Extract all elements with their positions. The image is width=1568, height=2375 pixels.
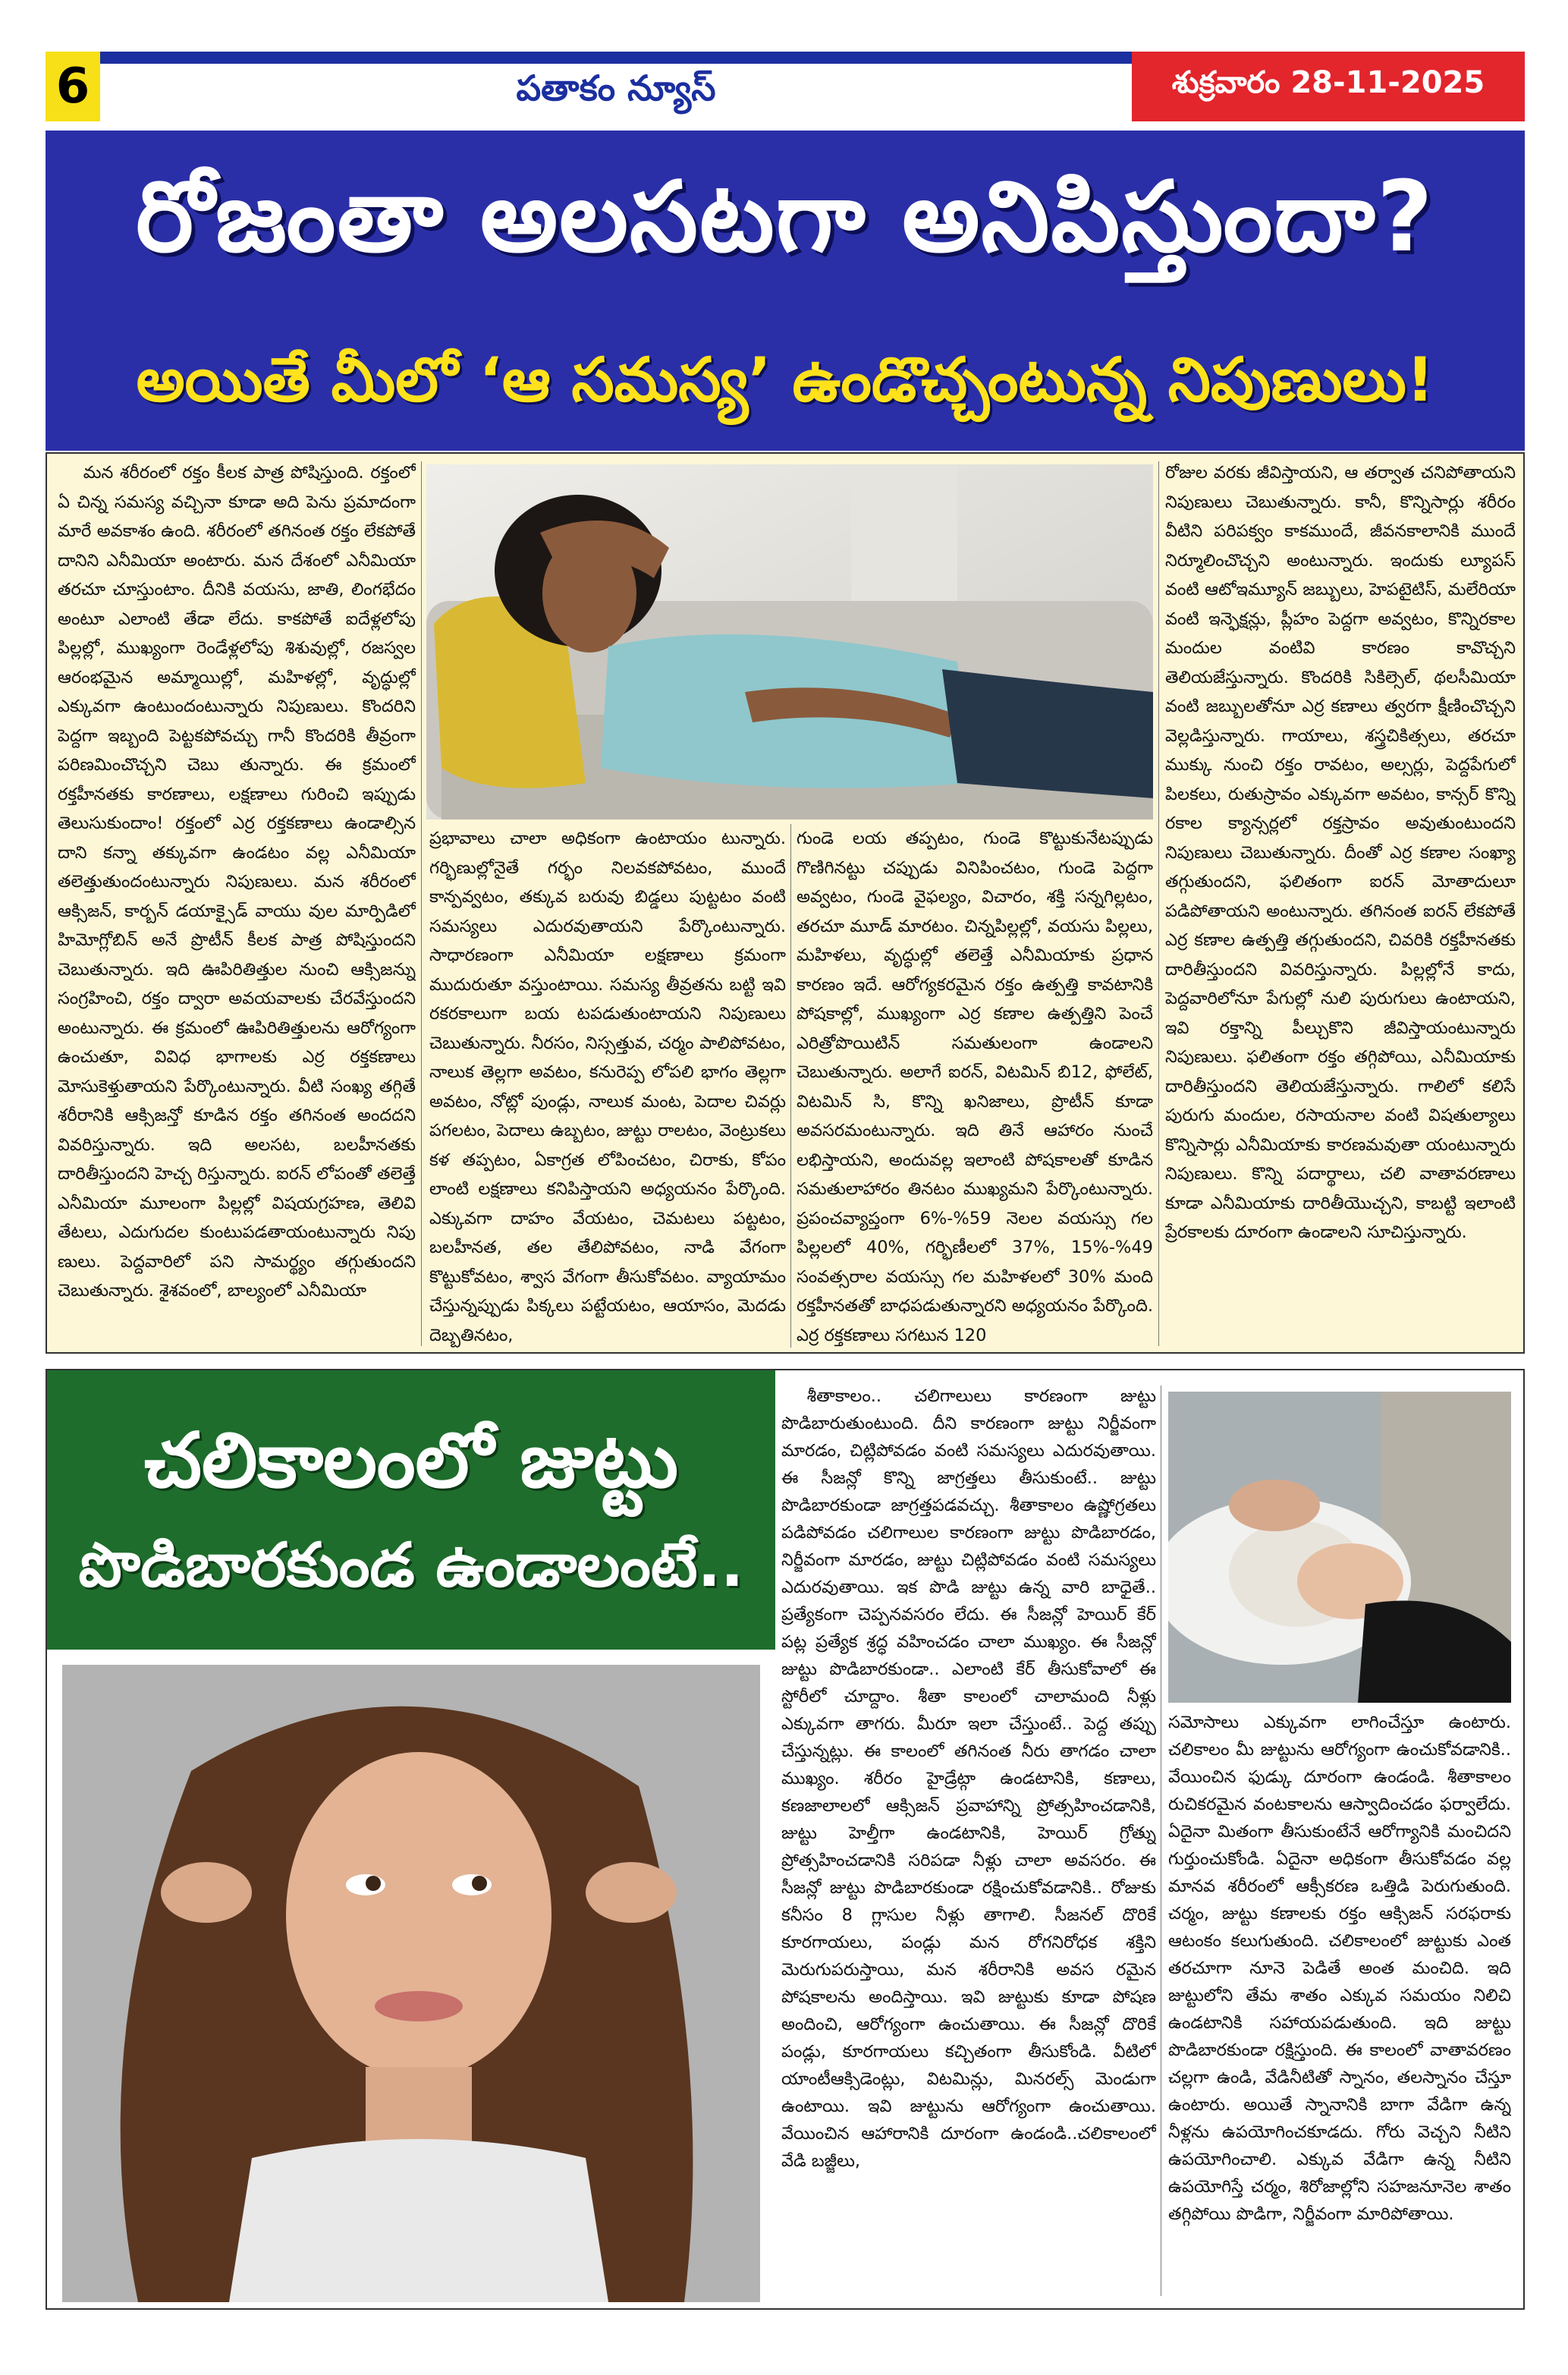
woman-dry-hair-photo	[62, 1665, 760, 2302]
column-divider	[1158, 461, 1159, 1346]
article-column-3	[797, 824, 1153, 1348]
page-number: 6	[46, 52, 100, 121]
headline-banner	[46, 131, 1525, 451]
article-text: మన శరీరంలో రక్తం కీలక పాత్ర పోషిస్తుంది. రక్తంలో ఏ చిన్న సమస్య వచ్చినా కూడా అది పెను ప్రమాదంగా మారే అవకాశం ఉంది. శరీరంలో తగినంత రక్తం లేకపోతే దానిని ఎనీమియా అంటారు. మన దేశంలో ఎనీమియా తరచూ చూస్తుంటాం. దీనికి వయసు, జాతి, లింగభేదం అంటూ ఎలాంటి తేడా లేదు. కాకపోతే ఐదేళ్లలోపు పిల్లల్లో, ముఖ్యంగా రెండేళ్లలోపు శిశువుల్లో, రజస్వల ఆరంభమైన అమ్మాయిల్లో, మహిళల్లో, వృద్ధుల్లో ఎక్కువగా ఉంటుందంటున్నారు నిపుణులు. కొందరిని పెద్దగా ఇబ్బంది పెట్టకపోవచ్చు గానీ కొందరికి తీవ్రంగా పరిణమించొచ్చని చెబు తున్నారు. ఈ క్రమంలో రక్తహీనతకు కారణాలు, లక్షణాలు గురించి ఇప్పుడు తెలుసుకుందాం! రక్తంలో ఎర్ర రక్తకణాలు ఉండాల్సిన దాని కన్నా తక్కువగా ఉండటం వల్ల ఎనీమియా తలెత్తుతుందంటున్నారు నిపుణులు. మన శరీరంలో ఆక్సిజన్, కార్బన్ డయాక్సైడ్ వాయు వుల మార్పిడిలో హిమోగ్లోబిన్ అనే ప్రొటీన్ కీలక పాత్ర పోషిస్తుందని చెబుతున్నారు. ఇది ఊపిరితిత్తుల నుంచి ఆక్సిజన్ను సంగ్రహించి, రక్తం ద్వారా అవయవాలకు చేరవేస్తుందని అంటున్నారు. ఈ క్రమంలో ఊపిరితిత్తులను ఆరోగ్యంగా ఉంచుతూ, వివిధ భాగాలకు ఎర్ర రక్తకణాలు మోసుకెళ్తుతాయని పేర్కొంటున్నారు. వీటి సంఖ్య తగ్గితే శరీరానికి ఆక్సిజన్తో కూడిన రక్తం తగినంత అందదని వివరిస్తున్నారు. ఇది అలసట, బలహీనతకు దారితీస్తుందని హెచ్చ రిస్తున్నారు. ఐరన్ లోపంతో తలెత్తే ఎనీమియా మూలంగా పిల్లల్లో విషయగ్రహణ, తెలివి తేటలు, ఎదుగుదల కుంటుపడతాయంటున్నారు నిపు ణులు. పెద్దవారిలో పని సామర్థ్యం తగ్గుతుందని చెబుతున్నారు. శైశవంలో, బాల్యంలో ఎనీమియా	[58, 463, 416, 1301]
hair-article-headline-line-2: పొడిబారకుండ ఉండాలంటే..	[78, 1530, 744, 1600]
winter-hair-article	[46, 1369, 1525, 2310]
hair-article-column-1	[781, 1383, 1156, 2302]
hair-article-headline-line-1: చలికాలంలో జుట్టు	[144, 1416, 678, 1505]
article-subheadline: అయితే మీలో ‘ఆ సమస్య’ ఉండొచ్చంటున్న నిపుణులు!	[136, 344, 1434, 415]
anemia-article	[46, 452, 1525, 1354]
article-headline: రోజంతా అలసటగా అనిపిస్తుందా?	[136, 161, 1434, 274]
page-header	[46, 52, 1525, 121]
photo-illustration	[426, 464, 1153, 819]
tired-woman-photo	[426, 464, 1153, 819]
newspaper-name: పతాకం న్యూస్	[516, 68, 716, 109]
column-divider	[790, 824, 791, 1348]
hair-wash-salon-photo	[1168, 1392, 1511, 1703]
column-divider	[421, 461, 422, 1346]
article-text: శీతాకాలం.. చలిగాలులు కారణంగా జుట్టు పొడిబారుతుంటుంది. దీని కారణంగా జుట్టు నిర్జీవంగా మారడం, చిట్లిపోవడం వంటి సమస్యలు ఎదురవుతాయి. ఈ సీజన్లో కొన్ని జాగ్రత్తలు తీసుకుంటే.. జుట్టు పొడిబారకుండా జాగ్రత్తపడవచ్చు. శీతాకాలం ఉష్ణోగ్రతలు పడిపోవడం చలిగాలుల కారణంగా జుట్టు పొడిబారడం, నిర్జీవంగా మారడం, జుట్టు చిట్లిపోవడం వంటి సమస్యలు ఎదురవుతాయి. ఇక పొడి జుట్టు ఉన్న వారి బాధైతే.. ప్రత్యేకంగా చెప్పనవసరం లేదు. ఈ సీజన్లో హెయిర్ కేర్ పట్ల ప్రత్యేక శ్రద్ధ వహించడం చాలా ముఖ్యం. ఈ సీజన్లో జుట్టు పొడిబారకుండా.. ఎలాంటి కేర్ తీసుకోవాలో ఈ స్టోరీలో చూద్దాం. శీతా కాలంలో చాలామంది నీళ్లు ఎక్కువగా తాగరు. మీరూ ఇలా చేస్తుంటే.. పెద్ద తప్పు చేస్తున్నట్లు. ఈ కాలంలో తగినంత నీరు తాగడం చాలా ముఖ్యం. శరీరం హైడ్రేట్గా ఉండటానికి, కణాలు, కణజాలాలలో ఆక్సిజన్ ప్రవాహాన్ని ప్రోత్సహించడానికి, జుట్టు హెల్తీగా ఉండటానికి, హెయిర్ గ్రోత్ను ప్రోత్సహించడానికి సరిపడా నీళ్లు చాలా అవసరం. ఈ సీజన్లో జుట్టు పొడిబారకుండా రక్షించుకోవడానికి.. రోజుకు కనీసం 8 గ్లాసుల నీళ్లు తాగాలి. సీజనల్ దొరికే కూరగాయలు, పండ్లు మన రోగనిరోధక శక్తిని మెరుగుపరుస్తాయి, మన శరీరానికి అవస రమైన పోషకాలను అందిస్తాయి. ఇవి జుట్టుకు కూడా పోషణ అందించి, ఆరోగ్యంగా ఉంచుతాయి. ఈ సీజన్లో దొరికే పండ్లు, కూరగాయలు కచ్చితంగా తీసుకోండి. వీటిలో యాంటీఆక్సిడెంట్లు, విటమిన్లు, మినరల్స్ మెండుగా ఉంటాయి. ఇవి జుట్టును ఆరోగ్యంగా ఉంచుతాయి. వేయించిన ఆహారానికి దూరంగా ఉండండి..చలికాలంలో వేడి బజ్జీలు,	[781, 1386, 1156, 2171]
photo-illustration	[1168, 1392, 1511, 1703]
issue-date: శుక్రవారం 28-11-2025	[1132, 52, 1525, 121]
masthead	[100, 52, 1132, 121]
photo-illustration	[62, 1665, 760, 2302]
article-column-1	[58, 458, 416, 1346]
article-text: గుండె లయ తప్పటం, గుండె కొట్టుకునేటప్పుడు గొణిగినట్టు చప్పుడు వినిపించటం, గుండె పెద్దగా అవ్వటం, గుండె వైఫల్యం, విచారం, శక్తి సన్నగిల్లటం, తరచూ మూడ్ మారటం. చిన్నపిల్లల్లో, వయసు పిల్లలు, మహిళలు, వృద్ధుల్లో తలెత్తే ఎనీమియాకు ప్రధాన కారణం ఇదే. ఆరోగ్యకరమైన రక్తం ఉత్పత్తి కావటానికి పోషకాల్లో, ముఖ్యంగా ఎర్ర కణాల ఉత్పత్తిని పెంచే ఎరిత్రోపొయిటిన్ సమతులంగా ఉండాలని చెబుతున్నారు. అలాగే ఐరన్, విటమిన్ బి12, ఫోలేట్, విటమిన్ సి, కొన్ని ఖనిజాలు, ప్రొటీన్ కూడా అవసరమంటున్నారు. ఇది తినే ఆహారం నుంచే లభిస్తాయని, అందువల్ల ఇలాంటి పోషకాలతో కూడిన సమతులాహారం తినటం ముఖ్యమని పేర్కొంటున్నారు. ప్రపంచవ్యాప్తంగా 6%-%59 నెలల వయస్సు గల పిల్లలలో 40%, గర్భిణీలలో 37%, 15%-%49 సంవత్సరాల వయస్సు గల మహిళలలో 30% మంది రక్తహీనతతో బాధపడుతున్నారని అధ్యయనం పేర్కొంది. ఎర్ర రక్తకణాలు సగటున 120	[797, 829, 1153, 1345]
article-column-2	[429, 824, 786, 1348]
article-text: ప్రభావాలు చాలా అధికంగా ఉంటాయం టున్నారు. గర్భిణుల్లోనైతే గర్భం నిలవకపోవటం, ముందే కాన్పవ్వటం, తక్కువ బరువు బిడ్డలు పుట్టటం వంటి సమస్యలు ఎదురవుతాయని పేర్కొంటున్నారు. సాధారణంగా ఎనీమియా లక్షణాలు క్రమంగా ముదురుతూ వస్తుంటాయి. సమస్య తీవ్రతను బట్టి ఇవి రకరకాలుగా బయ టపడుతుంటాయని నిపుణులు చెబుతున్నారు. నీరసం, నిస్సత్తువ, చర్మం పాలిపోవటం, నాలుక తెల్లగా అవటం, కనురెప్ప లోపలి భాగం తెల్లగా అవటం, నోట్లో పుండ్లు, నాలుక మంట, పెదాల చివర్లు పగలటం, పెదాలు ఉబ్బటం, జుట్టు రాలటం, వెంట్రుకలు కళ తప్పటం, ఏకాగ్రత లోపించటం, చిరాకు, కోపం లాంటి లక్షణాలు కనిపిస్తాయని అధ్యయనం పేర్కొంది. ఎక్కువగా దాహం వేయటం, చెమటలు పట్టటం, బలహీనత, తల తేలిపోవటం, నాడి వేగంగా కొట్టుకోవటం, శ్వాస వేగంగా తీసుకోవటం. వ్యాయామం చేస్తున్నప్పుడు పిక్కలు పట్టేయటం, ఆయాసం, మెదడు దెబ్బతినటం,	[429, 829, 786, 1345]
article-column-4	[1165, 458, 1516, 1346]
hair-article-headline-box	[47, 1370, 775, 1650]
article-text: రోజుల వరకు జీవిస్తాయని, ఆ తర్వాత చనిపోతాయని నిపుణులు చెబుతున్నారు. కానీ, కొన్నిసార్లు శరీరం వీటిని పరిపక్వం కాకముందే, జీవనకాలానికి ముందే నిర్మూలించొచ్చని అంటున్నారు. ఇందుకు ల్యూపస్ వంటి ఆటోఇమ్యూన్ జబ్బులు, హెపటైటిస్, మలేరియా వంటి ఇన్ఫెక్షన్లు, ప్లీహం పెద్దగా అవ్వటం, కొన్నిరకాల మందుల వంటివి కారణం కావొచ్చని తెలియజేస్తున్నారు. కొందరికి సికిల్సెల్, థలసీమియా వంటి జబ్బులతోనూ ఎర్ర కణాలు త్వరగా క్షీణించొచ్చని వెల్లడిస్తున్నారు. గాయాలు, శస్త్రచికిత్సలు, తరచూ ముక్కు నుంచి రక్తం రావటం, అల్సర్లు, పెద్దపేగులో పిలకలు, రుతుస్రావం ఎక్కువగా అవటం, కాన్సర్ కొన్ని రకాల క్యాన్సర్లలో రక్తస్రావం అవుతుంటుందని నిపుణులు చెబుతున్నారు. దీంతో ఎర్ర కణాల సంఖ్యా తగ్గుతుందని, ఫలితంగా ఐరన్ మోతాదులూ పడిపోతాయని అంటున్నారు. తగినంత ఐరన్ లేకపోతే ఎర్ర కణాల ఉత్పత్తి తగ్గుతుందని, చివరికి రక్తహీనతకు దారితీస్తుందని వివరిస్తున్నారు. పిల్లల్లోనే కాదు, పెద్దవారిలోనూ పేగుల్లో నులి పురుగులు ఉంటాయని, ఇవి రక్తాన్ని పీల్చుకొని జీవిస్తాయంటున్నారు నిపుణులు. ఫలితంగా రక్తం తగ్గిపోయి, ఎనీమియాకు దారితీస్తుందని తెలియజేస్తున్నారు. గాలిలో కలిసే పురుగు మందుల, రసాయనాల వంటి విషతుల్యాలు కొన్నిసార్లు ఎనీమియాకు కారణమవుతా యంటున్నారు నిపుణులు. కొన్ని పదార్థాలు, చలి వాతావరణాలు కూడా ఎనీమియాకు దారితీయొచ్చని, కాబట్టి ఇలాంటి ప్రేరకాలకు దూరంగా ఉండాలని సూచిస్తున్నారు.	[1165, 463, 1516, 1242]
hair-article-column-2	[1168, 1709, 1511, 2302]
article-text: సమోసాలు ఎక్కువగా లాగించేస్తూ ఉంటారు. చలికాలం మీ జుట్టును ఆరోగ్యంగా ఉంచుకోవడానికి.. వేయించిన ఫుడ్కు దూరంగా ఉండండి. శీతాకాలం రుచికరమైన వంటకాలను ఆస్వాదించడం ఫర్వాలేదు. ఏదైనా మితంగా తీసుకుంటేనే ఆరోగ్యానికి మంచిదని గుర్తుంచుకోండి. ఏదైనా అధికంగా తీసుకోవడం వల్ల మానవ శరీరంలో ఆక్సీకరణ ఒత్తిడి పెరుగుతుంది. చర్మం, జుట్టు కణాలకు రక్తం ఆక్సిజన్ సరఫరాకు ఆటంకం కలుగుతుంది. చలికాలంలో జుట్టుకు ఎంత తరచూగా నూనె పెడితే అంత మంచిది. ఇది జుట్టులోని తేమ శాతం ఎక్కువ సమయం నిలిచి ఉండటానికి సహాయపడుతుంది. ఇది జుట్టు పొడిబారకుండా రక్షిస్తుంది. ఈ కాలంలో వాతావరణం చల్లగా ఉండి, వేడినీటితో స్నానం, తలస్నానం చేస్తూ ఉంటారు. అయితే స్నానానికి బాగా వేడిగా ఉన్న నీళ్లను ఉపయోగించకూడదు. గోరు వెచ్చని నీటిని ఉపయోగించాలి. ఎక్కువ వేడిగా ఉన్న నీటిని ఉపయోగిస్తే చర్మం, శిరోజాల్లోని సహజనూనెల శాతం తగ్గిపోయి పొడిగా, నిర్జీవంగా మారిపోతాయి.	[1168, 1713, 1511, 2224]
